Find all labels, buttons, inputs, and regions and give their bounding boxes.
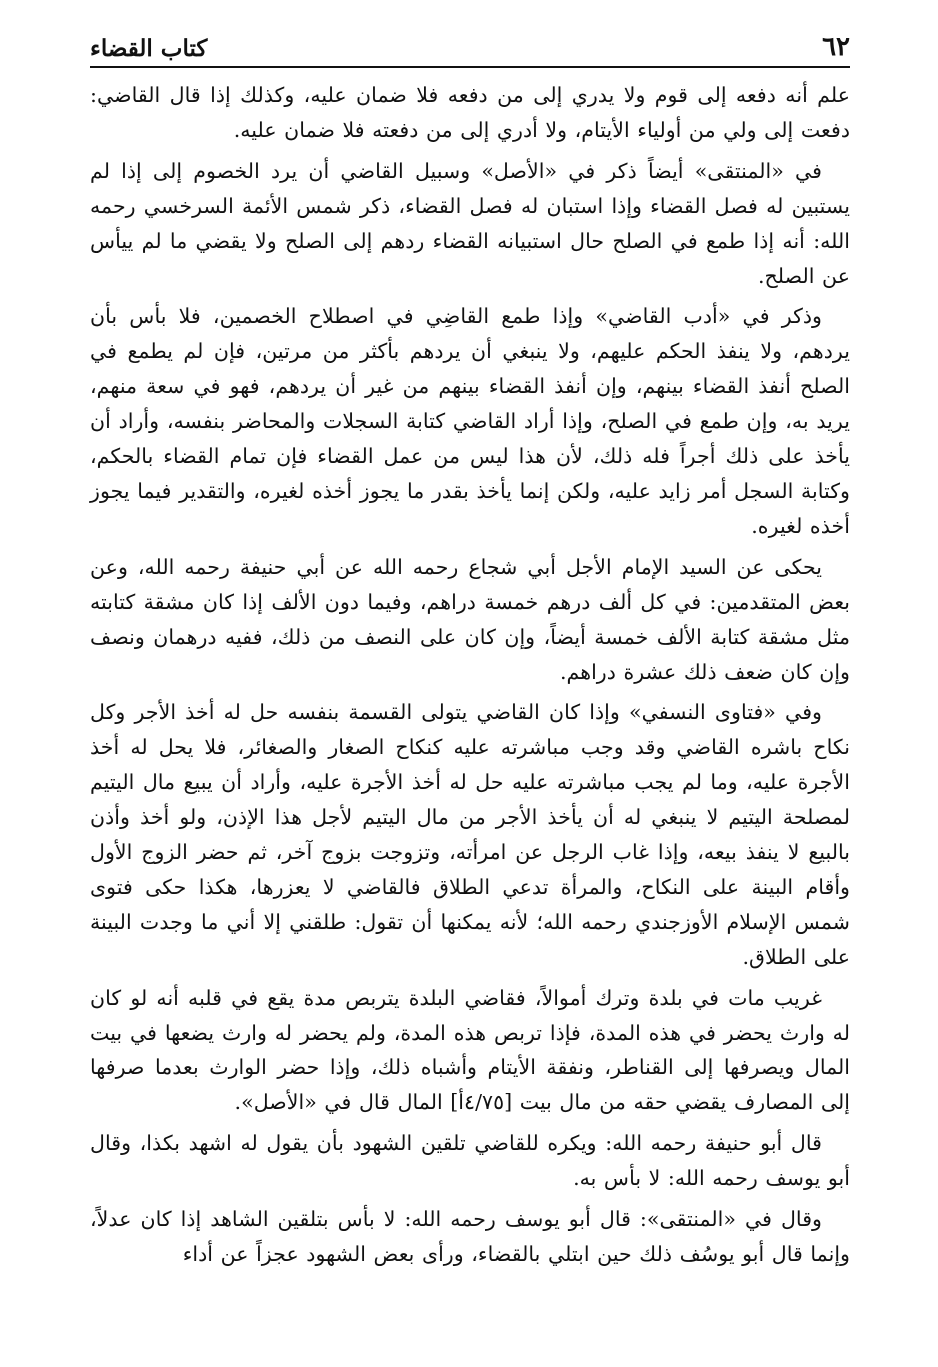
paragraph: علم أنه دفعه إلى قوم ولا يدري إلى من دفعه فلا ضمان عليه، وكذلك إذا قال القاضي: دفعت إلى ولي من أولياء الأيتام، ولا أدري إلى من دفعته فلا ضمان عليه. xyxy=(90,83,850,142)
paragraph: وذكر في «أدب القاضي» وإذا طمع القاضِي في اصطلاح الخصمين، فلا بأس بأن يردهم، ولا ينفذ الحكم عليهم، ولا ينبغي أن يردهم بأكثر من مرتين، فإن لم يطمع في الصلح أنفذ القضاء بينهم، وإن أنفذ القضاء بينهم من غير أن يردهم، فهو في سعة منهم، يريد به، وإن طمع في الصلح، وإذا أراد القاضي كتابة السجلات والمحاضر بنفسه، وأراد أن يأخذ على ذلك أجراً فله ذلك، لأن هذا ليس من عمل القضاء فإن تمام القضاء بالحكم، وكتابة السجل أمر زايد عليه، ولكن إنما يأخذ بقدر ما يجوز أخذه لغيره، والتقدير فيما يجوز أخذه لغيره. xyxy=(90,304,850,538)
paragraph: في «المنتقى» أيضاً ذكر في «الأصل» وسبيل القاضي أن يرد الخصوم إلى إذا لم يستبين له فصل القضاء وإذا استبان له فصل القضاء، ذكر شمس الأئمة السرخسي رحمه الله: أنه إذا طمع في الصلح حال استبيانه القضاء ردهم إلى الصلح ولا يقضي ما لم ييأس عن الصلح. xyxy=(90,158,850,288)
page-number: ٦٢ xyxy=(822,32,850,62)
paragraph: وفي «فتاوى النسفي» وإذا كان القاضي يتولى القسمة بنفسه حل له أخذ الأجر وكل نكاح باشره القاضي وقد وجب مباشرته عليه كنكاح الصغار والصغائر، فلا يحل له أخذ الأجرة عليه، وما لم يجب مباشرته عليه حل له أخذ الأجرة عليه، وأراد أن يبيع مال اليتيم لمصلحة اليتيم لا ينبغي له أن يأخذ الأجر من مال اليتيم لأجل هذا الإذن، ولو أخذ وأذن بالبيع لا ينفذ بيعه، وإذا غاب الرجل عن امرأته، وتزوجت بزوج آخر، ثم حضر الزوج الأول وأقام البينة على النكاح، والمرأة تدعي الطلاق فالقاضي لا يعزرها، هكذا حكى فتوى شمس الإسلام الأوزجندي رحمه الله؛ لأنه يمكنها أن تقول: طلقني إلا أني ما وجدت البينة على الطلاق. xyxy=(90,700,850,969)
paragraph: غريب مات في بلدة وترك أموالاً، فقاضي البلدة يتربص مدة يقع في قلبه أنه لو كان له وارث يحضر في هذه المدة، فإذا تربص هذه المدة، ولم يحضر له وارث يضعها في بيت المال ويصرفها إلى القناطر، ونفقة الأيتام وأشباه ذلك، وإذا حضر الوارث بعدما صرفها إلى المصارف يقضي حقه من مال بيت [٤/٧٥أ] المال قال في «الأصل». xyxy=(90,985,850,1115)
paragraph: يحكى عن السيد الإمام الأجل أبي شجاع رحمه الله عن أبي حنيفة رحمه الله، وعن بعض المتقدمين: في كل ألف درهم خمسة دراهم، وفيما دون الألف إذا كان مشقة كتابته مثل مشقة كتابة الألف خمسة أيضاً، وإن كان على النصف من ذلك، ففيه درهمان ونصف وإن كان ضعف ذلك عشرة دراهم. xyxy=(90,554,850,684)
body-text xyxy=(90,78,850,1272)
paragraph: وقال في «المنتقى»: قال أبو يوسف رحمه الله: لا بأس بتلقين الشاهد إذا كان عدلاً، وإنما قال أبو يوسُف ذلك حين ابتلي بالقضاء، ورأى بعض الشهود عجزاً عن أداء xyxy=(90,1207,850,1266)
paragraph: قال أبو حنيفة رحمه الله: ويكره للقاضي تلقين الشهود بأن يقول له اشهد بكذا، وقال أبو يوسف رحمه الله: لا بأس به. xyxy=(90,1131,850,1191)
running-title: كتاب القضاء xyxy=(90,35,208,62)
page-header xyxy=(90,28,850,68)
